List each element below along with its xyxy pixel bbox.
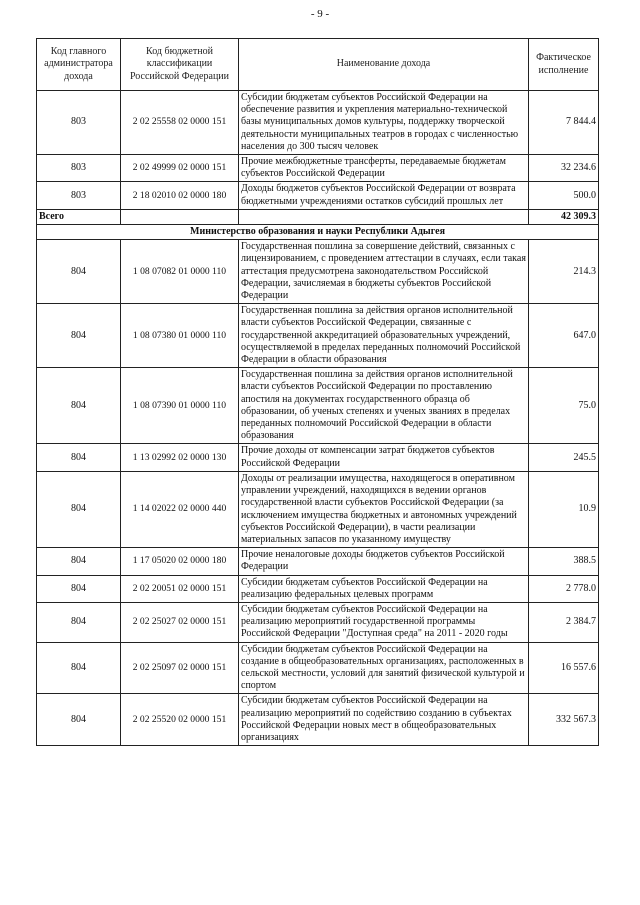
admin-cell: 804 bbox=[37, 240, 121, 304]
admin-cell: 804 bbox=[37, 304, 121, 368]
value-cell: 500.0 bbox=[529, 182, 599, 209]
value-cell: 2 778.0 bbox=[529, 575, 599, 602]
header-name: Наименование дохода bbox=[239, 39, 529, 91]
admin-cell: 803 bbox=[37, 182, 121, 209]
code-cell: 2 02 25097 02 0000 151 bbox=[121, 642, 239, 694]
name-cell: Субсидии бюджетам субъектов Российской Федерации на реализацию федеральных целевых программ bbox=[239, 575, 529, 602]
page-number: - 9 - bbox=[310, 8, 330, 20]
value-cell: 332 567.3 bbox=[529, 694, 599, 746]
total-label: Всего bbox=[37, 209, 121, 224]
value-cell: 245.5 bbox=[529, 444, 599, 471]
value-cell: 32 234.6 bbox=[529, 155, 599, 182]
total-row bbox=[37, 209, 599, 224]
name-cell: Субсидии бюджетам субъектов Российской Федерации на реализацию мероприятий по содействию созданию в субъектах Российской Федерации новых мест в общеобразовательных организациях bbox=[239, 694, 529, 746]
table-row bbox=[37, 91, 599, 155]
total-empty-name bbox=[239, 209, 529, 224]
value-cell: 647.0 bbox=[529, 304, 599, 368]
code-cell: 1 08 07390 01 0000 110 bbox=[121, 368, 239, 444]
code-cell: 2 02 20051 02 0000 151 bbox=[121, 575, 239, 602]
name-cell: Доходы бюджетов субъектов Российской Федерации от возврата бюджетными учреждениями остатков субсидий прошлых лет bbox=[239, 182, 529, 209]
admin-cell: 803 bbox=[37, 155, 121, 182]
name-cell: Субсидии бюджетам субъектов Российской Федерации на реализацию мероприятий государственной программы Российской Федерации "Доступная среда" на 2011 - 2020 годы bbox=[239, 602, 529, 642]
code-cell: 1 17 05020 02 0000 180 bbox=[121, 548, 239, 575]
name-cell: Государственная пошлина за действия органов исполнительной власти субъектов Российской Федерации по проставлению апостиля на документах государственного образца об образовании, об ученых степенях и ученых званиях в пределах переданных полномочий Российской Федерации в области образования bbox=[239, 368, 529, 444]
admin-cell: 804 bbox=[37, 602, 121, 642]
admin-cell: 804 bbox=[37, 368, 121, 444]
total-value: 42 309.3 bbox=[529, 209, 599, 224]
admin-cell: 804 bbox=[37, 642, 121, 694]
header-row bbox=[37, 39, 599, 91]
value-cell: 2 384.7 bbox=[529, 602, 599, 642]
table-row bbox=[37, 694, 599, 746]
header-value: Фактическое исполнение bbox=[529, 39, 599, 91]
table-row bbox=[37, 444, 599, 471]
table-row bbox=[37, 548, 599, 575]
code-cell: 1 08 07082 01 0000 110 bbox=[121, 240, 239, 304]
name-cell: Государственная пошлина за действия органов исполнительной власти субъектов Российской Федерации, связанные с государственной аккредитацией образовательных учреждений, осуществляемой в пределах переданных полномочий Российской Федерации в области образования bbox=[239, 304, 529, 368]
admin-cell: 804 bbox=[37, 471, 121, 547]
name-cell: Прочие доходы от компенсации затрат бюджетов субъектов Российской Федерации bbox=[239, 444, 529, 471]
table-row bbox=[37, 602, 599, 642]
admin-cell: 804 bbox=[37, 694, 121, 746]
code-cell: 2 18 02010 02 0000 180 bbox=[121, 182, 239, 209]
section-header-row bbox=[37, 225, 599, 240]
header-code: Код бюджетной классификации Российской Федерации bbox=[121, 39, 239, 91]
admin-cell: 803 bbox=[37, 91, 121, 155]
code-cell: 2 02 25520 02 0000 151 bbox=[121, 694, 239, 746]
name-cell: Субсидии бюджетам субъектов Российской Федерации на обеспечение развития и укрепления материально-технической базы муниципальных домов культуры, поддержку творческой деятельности муниципальных театров в городах с численностью населения до 300 тысяч человек bbox=[239, 91, 529, 155]
table-row bbox=[37, 575, 599, 602]
name-cell: Субсидии бюджетам субъектов Российской Федерации на создание в общеобразовательных организациях, расположенных в сельской местности, условий для занятий физической культурой и спортом bbox=[239, 642, 529, 694]
value-cell: 7 844.4 bbox=[529, 91, 599, 155]
table-row bbox=[37, 240, 599, 304]
name-cell: Прочие межбюджетные трансферты, передаваемые бюджетам субъектов Российской Федерации bbox=[239, 155, 529, 182]
admin-cell: 804 bbox=[37, 548, 121, 575]
code-cell: 1 08 07380 01 0000 110 bbox=[121, 304, 239, 368]
admin-cell: 804 bbox=[37, 444, 121, 471]
code-cell: 1 13 02992 02 0000 130 bbox=[121, 444, 239, 471]
code-cell: 2 02 25027 02 0000 151 bbox=[121, 602, 239, 642]
name-cell: Доходы от реализации имущества, находящегося в оперативном управлении учреждений, находящихся в ведении органов государственной власти субъектов Российской Федерации (за исключением имущества бюджетных и автономных учреждений субъектов Российской Федерации), в части реализации материальных запасов по указанному имуществу bbox=[239, 471, 529, 547]
table-row bbox=[37, 304, 599, 368]
table-row bbox=[37, 368, 599, 444]
value-cell: 388.5 bbox=[529, 548, 599, 575]
table-row bbox=[37, 471, 599, 547]
value-cell: 75.0 bbox=[529, 368, 599, 444]
table-row bbox=[37, 182, 599, 209]
code-cell: 2 02 25558 02 0000 151 bbox=[121, 91, 239, 155]
table-row bbox=[37, 155, 599, 182]
name-cell: Прочие неналоговые доходы бюджетов субъектов Российской Федерации bbox=[239, 548, 529, 575]
admin-cell: 804 bbox=[37, 575, 121, 602]
value-cell: 214.3 bbox=[529, 240, 599, 304]
value-cell: 10.9 bbox=[529, 471, 599, 547]
code-cell: 2 02 49999 02 0000 151 bbox=[121, 155, 239, 182]
name-cell: Государственная пошлина за совершение действий, связанных с лицензированием, с проведением аттестации в случаях, если такая аттестация предусмотрена законодательством Российской Федерации, зачисляемая в бюджеты субъектов Российской Федерации bbox=[239, 240, 529, 304]
value-cell: 16 557.6 bbox=[529, 642, 599, 694]
header-admin: Код главного администратора дохода bbox=[37, 39, 121, 91]
total-empty-code bbox=[121, 209, 239, 224]
table-row bbox=[37, 642, 599, 694]
revenue-table bbox=[36, 38, 599, 746]
code-cell: 1 14 02022 02 0000 440 bbox=[121, 471, 239, 547]
section-title: Министерство образования и науки Республики Адыгея bbox=[37, 225, 599, 240]
